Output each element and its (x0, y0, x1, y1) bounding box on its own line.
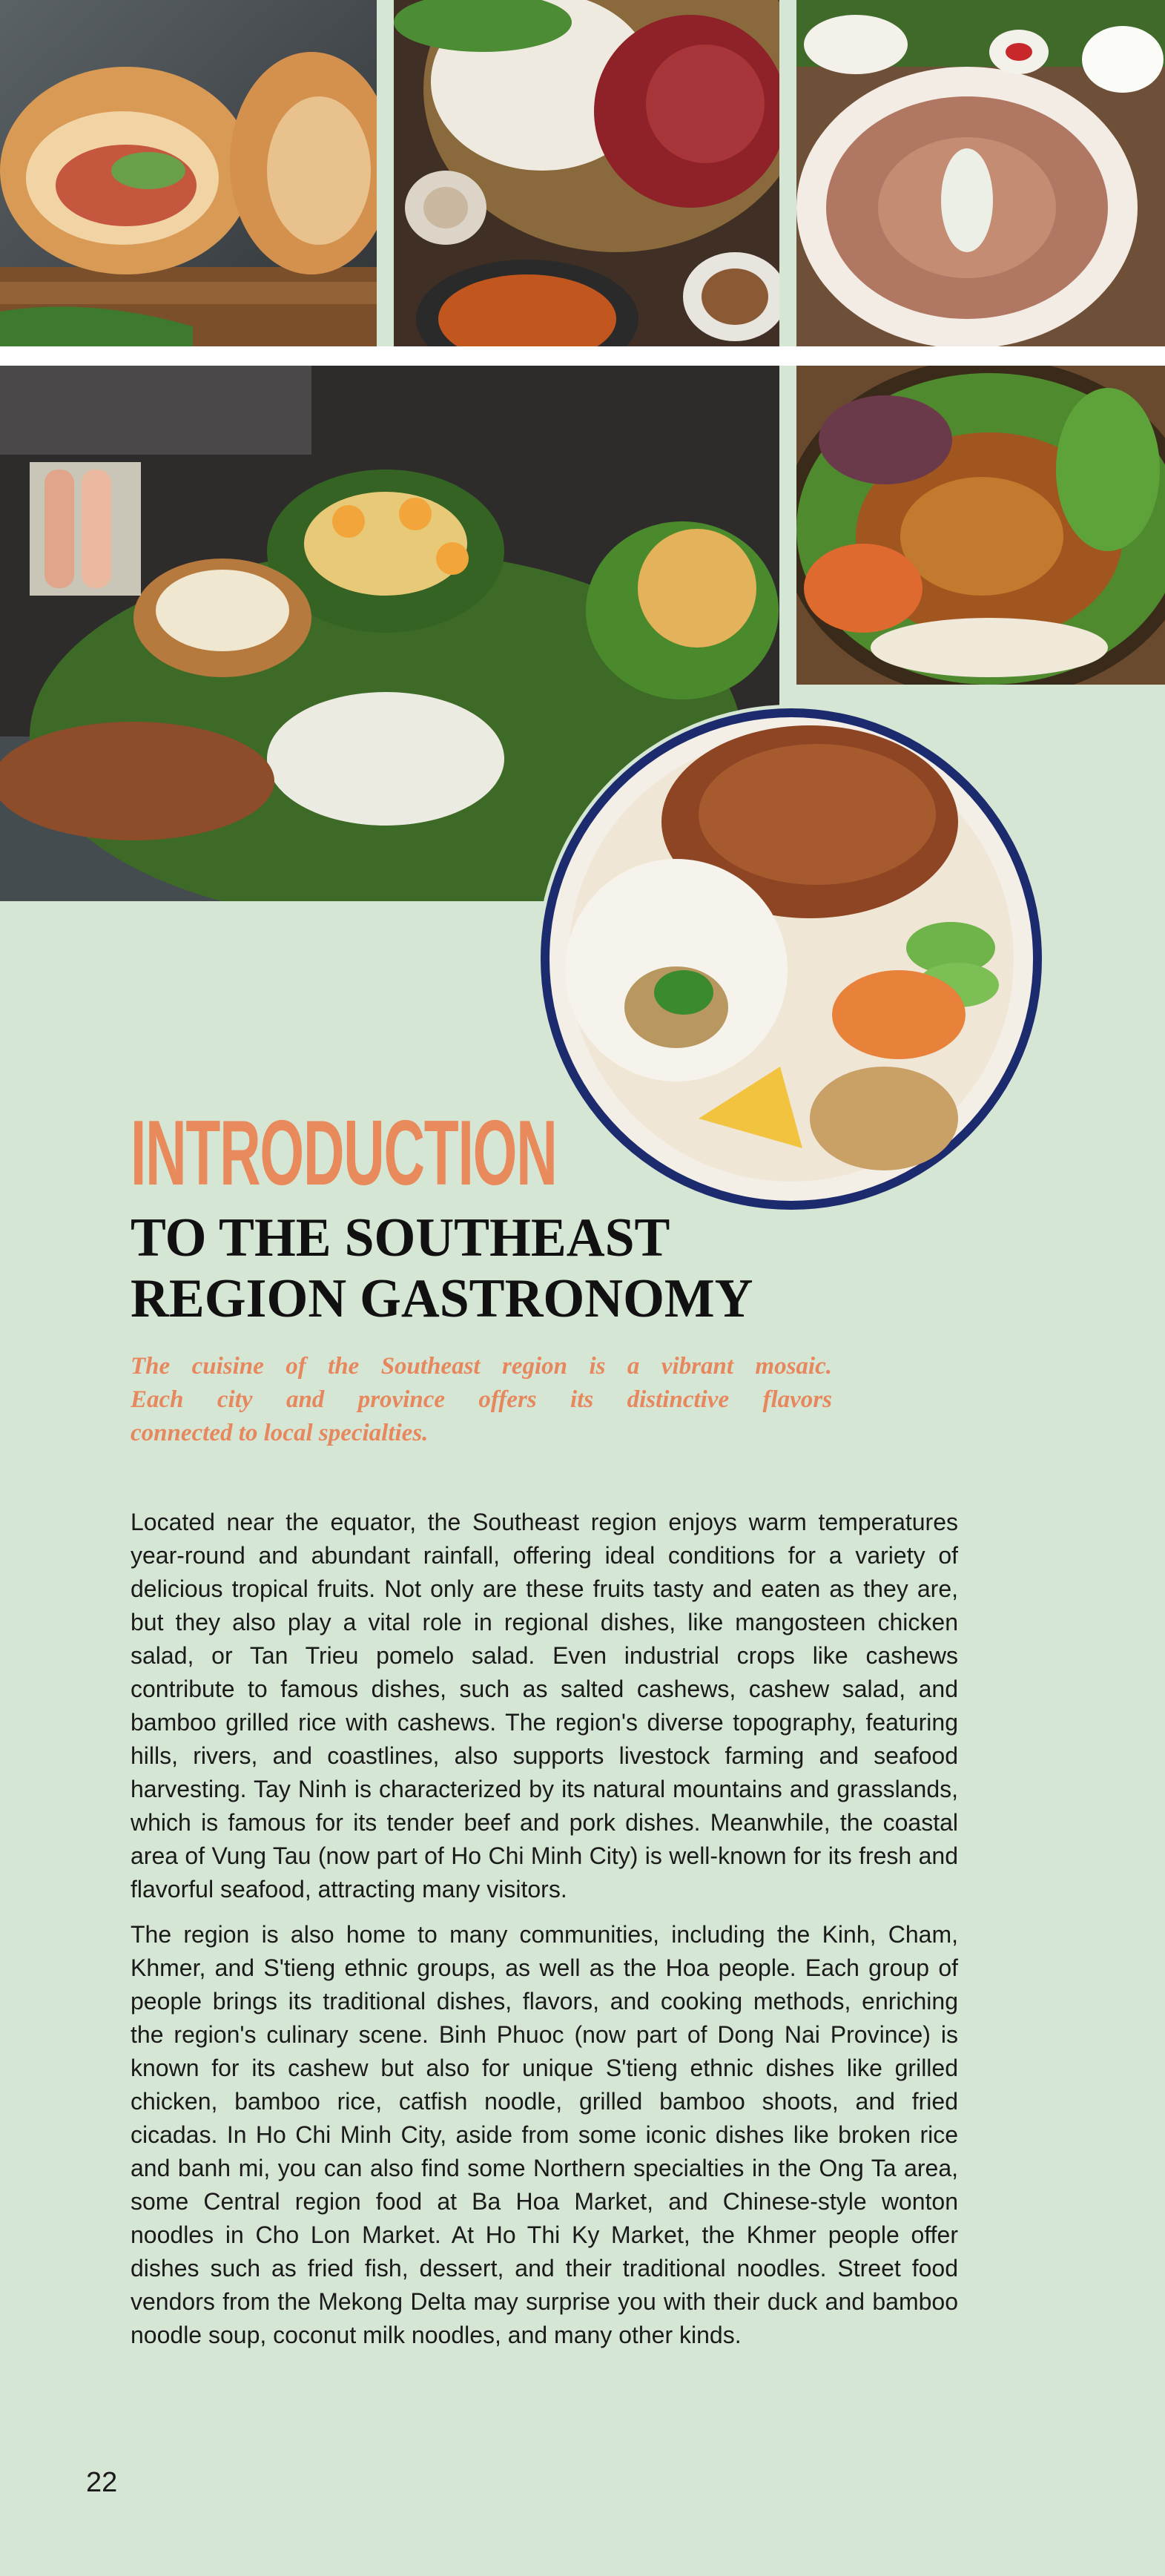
page-subtitle (131, 1208, 753, 1329)
lead-line-3: connected to local specialties. (131, 1420, 429, 1446)
lead-paragraph (131, 1350, 832, 1450)
noodle-beef-photo (394, 0, 779, 346)
subtitle-line-2: REGION GASTRONOMY (131, 1268, 753, 1329)
page-number: 22 (86, 2467, 118, 2498)
mixed-platter-photo (796, 366, 1165, 685)
body-text (131, 1506, 958, 2364)
lead-line-1: The cuisine of the Southeast region is a vibrant mosaic. (131, 1353, 832, 1380)
body-paragraph-1: Located near the equator, the Southeast region enjoys warm temperatures year-round and abundant rainfall, offering ideal conditions for a variety of delicious tropical fruits. Not only are these fruits tasty and eaten as they are, but they also play a vital role in regional dishes, like mangosteen chicken salad, or Tan Trieu pomelo salad. Even industrial crops like cashews contribute to famous dishes, such as salted cashews, cashew salad, and bamboo grilled rice with cashews. The region's diverse topography, featuring hills, rivers, and coastlines, also supports livestock farming and seafood harvesting. Tay Ninh is characterized by its natural mountains and grasslands, which is famous for its tender beef and pork dishes. Meanwhile, the coastal area of Vung Tau (now part of Ho Chi Minh City) is well-known for its fresh and flavorful seafood, attracting many visitors. (131, 1509, 958, 1903)
broken-rice-plate-photo (535, 703, 1047, 1215)
body-paragraph-2: The region is also home to many communities, including the Kinh, Cham, Khmer, and S'tieng ethnic groups, as well as the Hoa people. Each group of people brings its traditional dishes, flavors, and cooking methods, enriching the region's culinary scene. Binh Phuoc (now part of Dong Nai Province) is known for its cashew but also for unique S'tieng ethnic dishes like grilled chicken, bamboo rice, catfish noodle, grilled bamboo shoots, and fried cicadas. In Ho Chi Minh City, aside from some iconic dishes like broken rice and banh mi, you can also find some Northern specialties in the Ong Ta area, some Central region food at Ba Hoa Market, and Chinese-style wonton noodles in Cho Lon Market. At Ho Thi Ky Market, the Khmer people offer dishes such as fried fish, dessert, and their traditional noodles. Street food vendors from the Mekong Delta may surprise you with their duck and bamboo noodle soup, coconut milk noodles, and many other kinds. (131, 1921, 958, 2348)
intro-heading: INTRODUCTION (131, 1102, 557, 1205)
sliced-meat-platter-photo (796, 0, 1165, 346)
subtitle-line-1: TO THE SOUTHEAST (131, 1208, 670, 1268)
lead-line-2: Each city and province offers its distinctive flavors (131, 1386, 832, 1413)
banh-mi-photo (0, 0, 377, 346)
photo-gutter-top (0, 346, 1165, 366)
